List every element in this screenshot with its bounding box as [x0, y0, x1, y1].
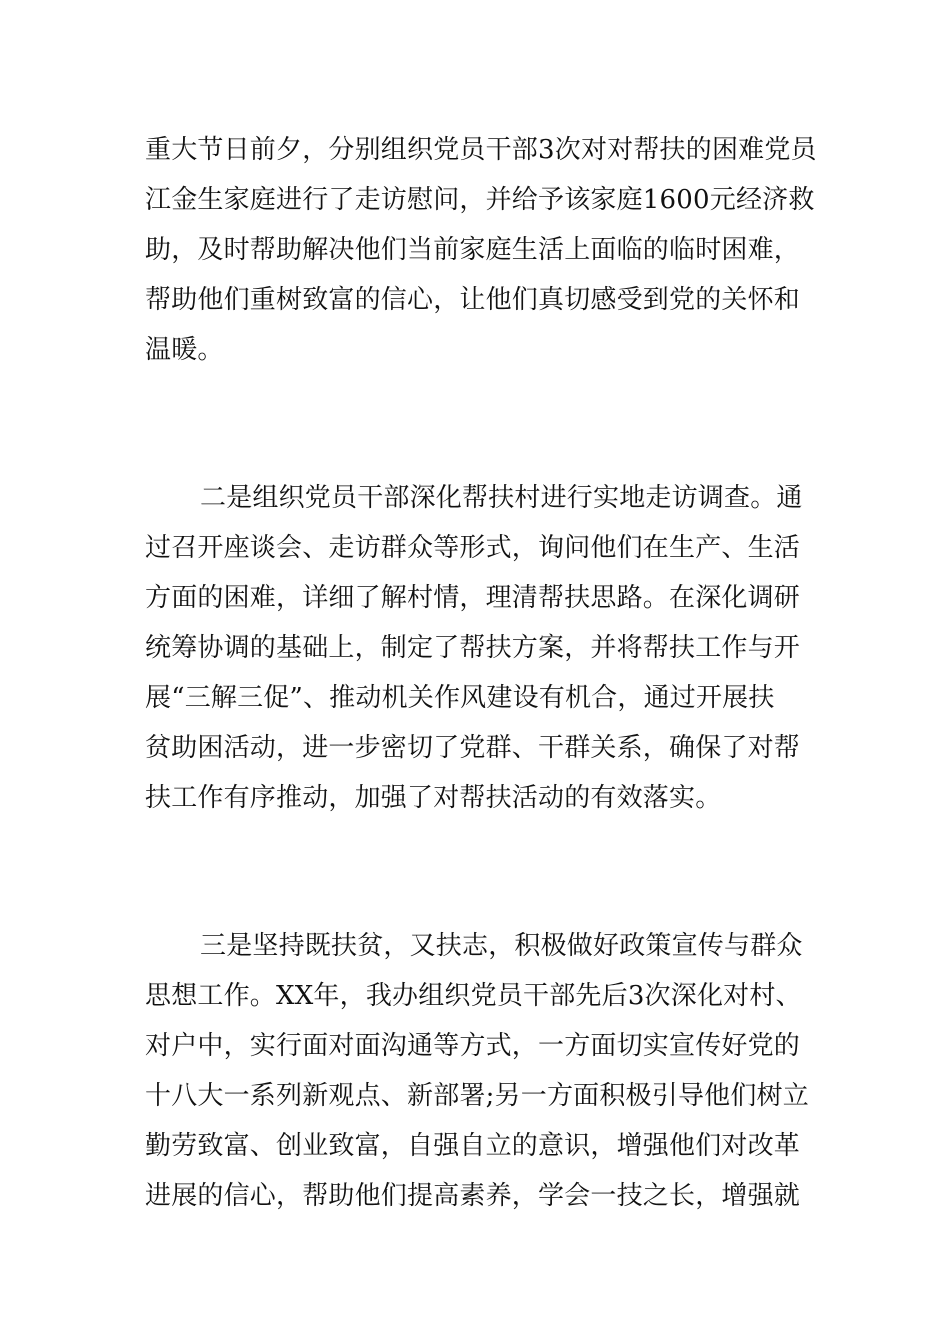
paragraph-line: 展“三解三促”、推动机关作风建设有机合，通过开展扶: [145, 683, 775, 713]
paragraph-line: 帮助他们重树致富的信心，让他们真切感受到党的关怀和: [145, 285, 801, 315]
paragraph-line: 扶工作有序推动，加强了对帮扶活动的有效落实。: [145, 783, 722, 813]
paragraph-line: 贫助困活动，进一步密切了党群、干群关系，确保了对帮: [145, 733, 801, 763]
paragraph-line: 重大节日前夕，分别组织党员干部3次对对帮扶的困难党员: [145, 135, 817, 165]
paragraph-line: 对户中，实行面对面沟通等方式，一方面切实宣传好党的: [145, 1031, 801, 1061]
paragraph-line: 温暖。: [145, 335, 224, 365]
paragraph-line: 统筹协调的基础上，制定了帮扶方案，并将帮扶工作与开: [145, 633, 801, 663]
paragraph-line: 过召开座谈会、走访群众等形式，询问他们在生产、生活: [145, 533, 801, 563]
paragraph-line: 江金生家庭进行了走访慰问，并给予该家庭1600元经济救: [145, 185, 815, 215]
paragraph-line: 思想工作。XX年，我办组织党员干部先后3次深化对村、: [145, 981, 802, 1011]
paragraph-line: 十八大一系列新观点、新部署;另一方面积极引导他们树立: [145, 1081, 809, 1111]
paragraph-line: 方面的困难，详细了解村情，理清帮扶思路。在深化调研: [145, 583, 801, 613]
paragraph-line: 勤劳致富、创业致富，自强自立的意识，增强他们对改革: [145, 1131, 801, 1161]
paragraph-line: 二是组织党员干部深化帮扶村进行实地走访调查。通: [200, 483, 803, 513]
paragraph-line: 进展的信心，帮助他们提高素养，学会一技之长，增强就: [145, 1181, 801, 1211]
paragraph-line: 三是坚持既扶贫，又扶志，积极做好政策宣传与群众: [200, 931, 803, 961]
paragraph-line: 助，及时帮助解决他们当前家庭生活上面临的临时困难，: [145, 235, 801, 265]
